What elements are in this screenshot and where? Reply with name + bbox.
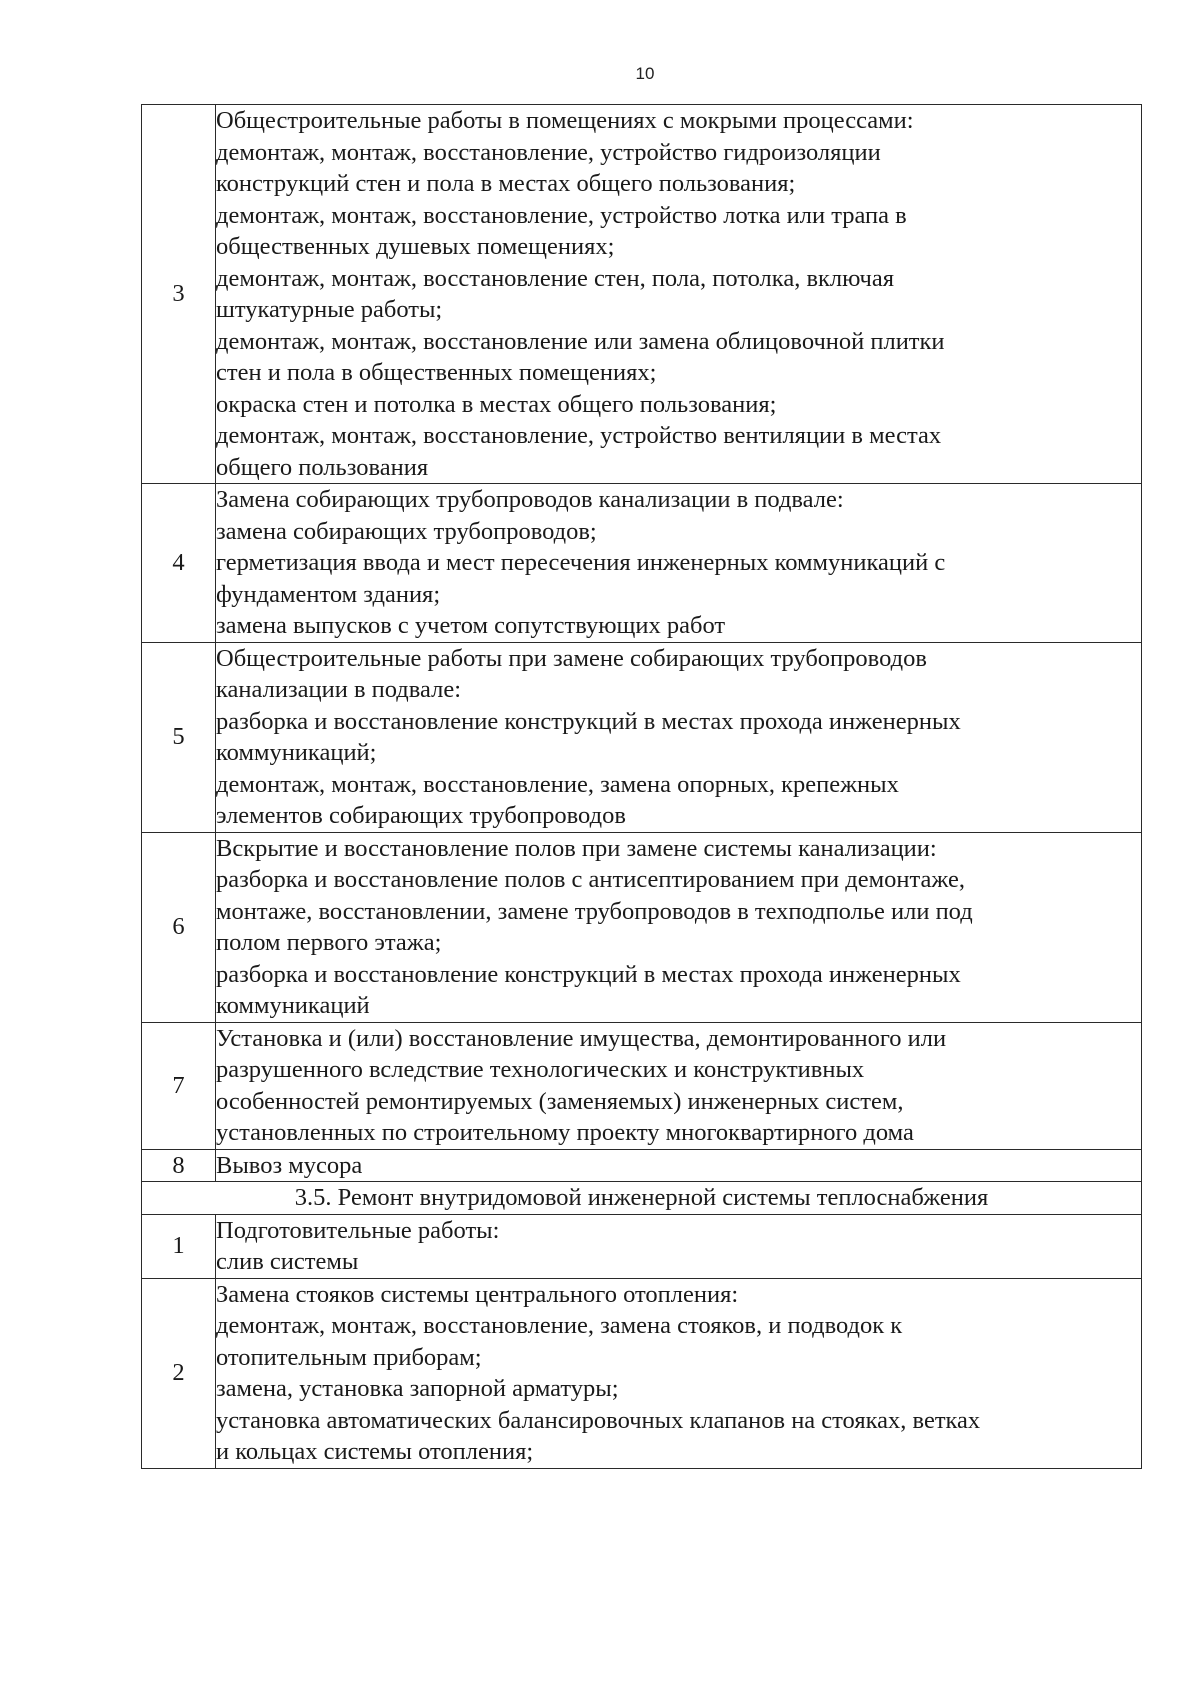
description-line: установка автоматических балансировочных клапанов на стояках, ветках bbox=[216, 1406, 981, 1434]
description-line: демонтаж, монтаж, восстановление или замена облицовочной плитки bbox=[216, 327, 945, 355]
works-table bbox=[141, 104, 1142, 1469]
description-line: элементов собирающих трубопроводов bbox=[216, 802, 626, 829]
description-line: Общестроительные работы при замене собирающих трубопроводов bbox=[216, 644, 927, 672]
table-row bbox=[142, 1214, 1142, 1278]
description-line: установленных по строительному проекту многоквартирного дома bbox=[216, 1119, 914, 1146]
description-line: окраска стен и потолка в местах общего пользования; bbox=[216, 390, 777, 418]
description-line: коммуникаций bbox=[216, 992, 370, 1019]
row-description bbox=[216, 642, 1142, 832]
description-line: отопительным приборам; bbox=[216, 1343, 482, 1371]
description-line: конструкций стен и пола в местах общего пользования; bbox=[216, 170, 796, 197]
row-description bbox=[216, 484, 1142, 643]
row-description bbox=[216, 1214, 1142, 1278]
description-line: разборка и восстановление конструкций в местах прохода инженерных bbox=[216, 960, 961, 988]
table-row bbox=[142, 105, 1142, 484]
page-number: 10 bbox=[635, 64, 655, 83]
description-line: стен и пола в общественных помещениях; bbox=[216, 359, 657, 386]
row-description bbox=[216, 832, 1142, 1022]
description-line: демонтаж, монтаж, восстановление стен, пола, потолка, включая bbox=[216, 264, 894, 292]
row-number: 4 bbox=[142, 484, 216, 643]
row-description bbox=[216, 1149, 1142, 1182]
description-line: замена собирающих трубопроводов; bbox=[216, 517, 597, 545]
works-table-body bbox=[142, 105, 1142, 1469]
row-number: 3 bbox=[142, 105, 216, 484]
description-line: демонтаж, монтаж, восстановление, устройство вентиляции в местах bbox=[216, 422, 942, 449]
description-line: замена выпусков с учетом сопутствующих работ bbox=[216, 612, 726, 639]
description-line: Подготовительные работы: bbox=[216, 1216, 500, 1244]
row-description bbox=[216, 1022, 1142, 1149]
description-line: разборка и восстановление конструкций в местах прохода инженерных bbox=[216, 707, 961, 735]
description-line: полом первого этажа; bbox=[216, 929, 442, 956]
description-line: общественных душевых помещениях; bbox=[216, 233, 615, 260]
description-line: коммуникаций; bbox=[216, 739, 377, 766]
row-number: 5 bbox=[142, 642, 216, 832]
table-row bbox=[142, 1149, 1142, 1182]
description-line: Замена собирающих трубопроводов канализации в подвале: bbox=[216, 486, 844, 513]
row-description bbox=[216, 1278, 1142, 1468]
description-line: Вывоз мусора bbox=[216, 1151, 363, 1179]
description-line: демонтаж, монтаж, восстановление, устройство лотка или трапа в bbox=[216, 201, 907, 229]
description-line: демонтаж, монтаж, восстановление, замена стояков, и подводок к bbox=[216, 1312, 903, 1339]
description-line: и кольцах системы отопления; bbox=[216, 1438, 534, 1465]
table-row bbox=[142, 1278, 1142, 1468]
description-line: разрушенного вследствие технологических и конструктивных bbox=[216, 1056, 865, 1083]
row-number: 2 bbox=[142, 1278, 216, 1468]
description-line: Установка и (или) восстановление имущества, демонтированного или bbox=[216, 1024, 947, 1052]
description-line: Вскрытие и восстановление полов при замене системы канализации: bbox=[216, 834, 937, 862]
row-description bbox=[216, 105, 1142, 484]
description-line: монтаже, восстановлении, замене трубопроводов в техподполье или под bbox=[216, 897, 973, 925]
table-row bbox=[142, 484, 1142, 643]
row-number: 1 bbox=[142, 1214, 216, 1278]
description-line: фундаментом здания; bbox=[216, 580, 441, 608]
description-line: демонтаж, монтаж, восстановление, замена опорных, крепежных bbox=[216, 770, 899, 798]
table-row bbox=[142, 832, 1142, 1022]
row-number: 7 bbox=[142, 1022, 216, 1149]
description-line: замена, установка запорной арматуры; bbox=[216, 1375, 619, 1402]
row-number: 6 bbox=[142, 832, 216, 1022]
description-line: демонтаж, монтаж, восстановление, устройство гидроизоляции bbox=[216, 138, 881, 166]
table-row bbox=[142, 1022, 1142, 1149]
description-line: разборка и восстановление полов с антисептированием при демонтаже, bbox=[216, 866, 965, 893]
row-number: 8 bbox=[142, 1149, 216, 1182]
description-line: общего пользования bbox=[216, 453, 429, 481]
description-line: слив системы bbox=[216, 1248, 359, 1275]
description-line: канализации в подвале: bbox=[216, 676, 462, 703]
section-heading: 3.5. Ремонт внутридомовой инженерной системы теплоснабжения bbox=[142, 1182, 1142, 1215]
section-heading-row bbox=[142, 1182, 1142, 1215]
description-line: Замена стояков системы центрального отопления: bbox=[216, 1280, 739, 1308]
description-line: штукатурные работы; bbox=[216, 296, 443, 323]
description-line: герметизация ввода и мест пересечения инженерных коммуникаций с bbox=[216, 549, 946, 576]
description-line: особенностей ремонтируемых (заменяемых) инженерных систем, bbox=[216, 1087, 904, 1115]
table-row bbox=[142, 642, 1142, 832]
description-line: Общестроительные работы в помещениях с мокрыми процессами: bbox=[216, 107, 914, 134]
